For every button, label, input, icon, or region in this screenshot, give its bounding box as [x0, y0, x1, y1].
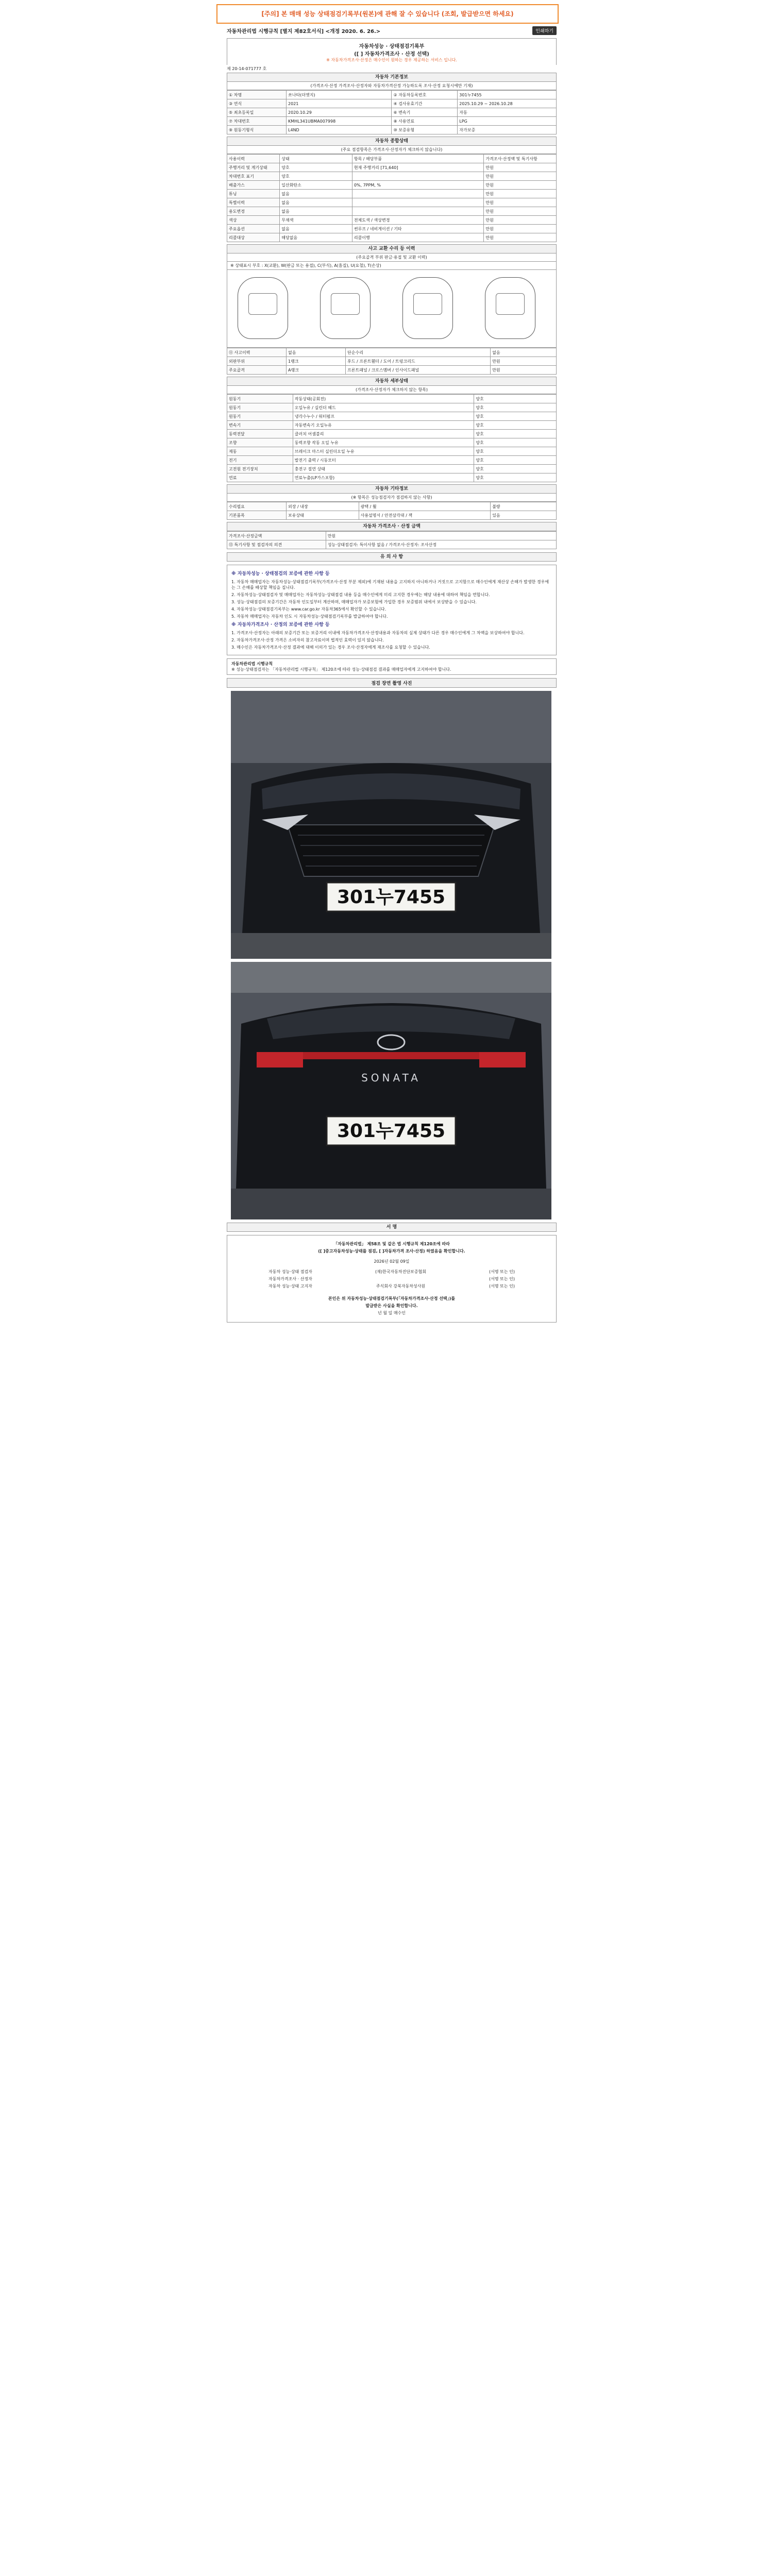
overall-status-row-cell: 없음	[280, 198, 352, 207]
detail-status-row	[227, 421, 557, 430]
overall-status-row-cell: 만원	[484, 207, 557, 216]
detail-status-row-cell: 오일누유 / 실린더 헤드	[293, 403, 474, 412]
detail-status-row-cell: 변속기	[227, 421, 293, 430]
basic-info-row-cell: ④ 검사유효기간	[392, 99, 458, 108]
overall-status-row	[227, 216, 557, 225]
overall-status-row-cell: 가격조사·산정액 및 특기사항	[484, 155, 557, 163]
overall-status-row-cell: 0%, 7PPM, %	[352, 181, 484, 190]
detail-status-row-cell: 조향	[227, 438, 293, 447]
notes-title-2: ※ 자동차가격조사 · 산정의 보증에 관한 사항 등	[231, 622, 330, 628]
detail-status-row	[227, 456, 557, 465]
doc-title-block	[227, 38, 557, 65]
detail-status-row-cell: 제동	[227, 447, 293, 456]
notes-box	[227, 565, 557, 655]
accident-row	[227, 357, 557, 366]
overall-status-row	[227, 198, 557, 207]
section-accident-sub: (주요골격 부위 판금·용접 및 교환 이력)	[227, 253, 557, 262]
overall-status-row-cell: 항목 / 해당부품	[352, 155, 484, 163]
detail-status-row-cell: 양호	[474, 395, 557, 403]
detail-status-row-cell: 양호	[474, 412, 557, 421]
inspector-sign[interactable]: (서명 또는 인)	[489, 1269, 515, 1274]
accident-legend: ※ 상태표시 부호 : X(교환), W(판금 또는 용접), C(부식), A(흠집), U(요철), T(손상)	[227, 262, 557, 270]
notes-band: 유 의 사 항	[227, 552, 557, 562]
note-item: 3. 성능·상태점검의 보증기간은 자동차 인도일부터 계산하며, 매매업자가 보증보험에 가입한 경우 보증범위 내에서 보상받을 수 있습니다.	[231, 600, 477, 604]
detail-status-row	[227, 438, 557, 447]
other-info-row-cell: 있음	[491, 511, 557, 520]
detail-status-row-cell: 충전구 절연 상태	[293, 465, 474, 473]
form-header-title: 자동차관리법 시행규칙 [별지 제82호서식] <개정 2020. 6. 26.>	[227, 28, 381, 35]
overall-status-row-cell: 양호	[280, 163, 352, 172]
front-photo	[231, 691, 551, 959]
dealer-sign[interactable]: (서명 또는 인)	[489, 1284, 515, 1289]
basic-info-row-cell: ① 차명	[227, 91, 287, 99]
accident-row-cell: ⑪ 사고이력	[227, 348, 287, 357]
overall-status-row-cell: 리콜이행	[352, 233, 484, 242]
overall-status-row-cell: 일산화탄소	[280, 181, 352, 190]
sign-declaration-2: ([ ]중고자동차성능·상태를 점검, [ ]자동차가격 조사·산정) 하였음을 확인합니다.	[318, 1249, 465, 1253]
detail-status-row-cell: 원동기	[227, 403, 293, 412]
overall-status-row-cell: 만원	[484, 198, 557, 207]
detail-status-row-cell: 양호	[474, 456, 557, 465]
overall-status-row	[227, 181, 557, 190]
price-table	[227, 531, 557, 549]
final-confirm-2: 발급받은 사실을 확인합니다.	[365, 1303, 418, 1308]
accident-row-cell: 외판부위	[227, 357, 287, 366]
accident-row-cell: 없음	[287, 348, 346, 357]
detail-status-row-cell: 양호	[474, 403, 557, 412]
overall-status-row-cell: 만원	[484, 172, 557, 181]
overall-status-row	[227, 190, 557, 198]
other-info-table	[227, 502, 557, 520]
detail-status-row-cell: 양호	[474, 438, 557, 447]
overall-status-row-cell: 특별이력	[227, 198, 280, 207]
accident-row-cell: 만원	[491, 357, 557, 366]
detail-status-row-cell: 양호	[474, 447, 557, 456]
final-confirm-1: 본인은 위 자동차성능·상태점검기록부(「자동차가격조사·산정 선택」)를	[328, 1296, 456, 1301]
top-notice: [주의] 본 매매 성능 상태점검기록부(원본)에 관해 잘 수 있습니다 (조회, 발급받으면 하세요)	[216, 4, 559, 24]
detail-status-row-cell: 전기	[227, 456, 293, 465]
overall-status-row-cell: 만원	[484, 233, 557, 242]
overall-status-row-cell	[352, 172, 484, 181]
section-detail-head: 자동차 세부상태	[227, 377, 557, 386]
basic-info-row	[227, 91, 557, 99]
note-item: 1. 자동차 매매업자는 자동차성능·상태점검기록부(가격조사·산정 부분 제외)에 기재된 내용을 고지하지 아니하거나 거짓으로 고지함으로 매수인에게 재산상 손해가 발생한 경우에는 그 손해를 배상할 책임을 집니다.	[231, 580, 549, 590]
overall-status-table	[227, 154, 557, 242]
other-info-row	[227, 502, 557, 511]
inspection-document	[227, 26, 557, 2561]
section-other-head: 자동차 기타정보	[227, 484, 557, 494]
overall-status-row	[227, 233, 557, 242]
sign-declaration-1: 「자동차관리법」 제58조 및 같은 법 시행규칙 제120조에 따라	[333, 1242, 450, 1246]
detail-status-row	[227, 395, 557, 403]
detail-status-row	[227, 403, 557, 412]
sign-row-appraiser	[238, 1276, 546, 1283]
appraiser-label: 자동차가격조사 · 산정자	[268, 1277, 312, 1281]
other-info-row-cell: 외장 / 내장	[287, 502, 359, 511]
overall-status-row-cell: 만원	[484, 163, 557, 172]
detail-status-row-cell: 연료누출(LP가스포함)	[293, 473, 474, 482]
basic-info-row-cell: 2025.10.29 ~ 2026.10.28	[458, 99, 557, 108]
overall-status-row-cell: 배출가스	[227, 181, 280, 190]
overall-status-row-cell: 만원	[484, 190, 557, 198]
basic-info-row-cell: 쏘나타(더엣지)	[287, 91, 392, 99]
section-overall-head: 자동차 종합상태	[227, 137, 557, 146]
note-item: 5. 자동차 매매업자는 자동차 인도 시 자동차성능·상태점검기록부를 발급하여야 합니다.	[231, 614, 388, 619]
photos-title: 점검 장면 촬영 사진	[227, 678, 557, 688]
sign-row-inspector	[238, 1268, 546, 1276]
detail-status-row	[227, 447, 557, 456]
basic-info-row-cell: 301누7455	[458, 91, 557, 99]
section-basic-info-sub: (가격조사·산정 가격조사·산정자와 자동차가격산정 가능하도록 조사·산정 요청시에만 기재)	[227, 82, 557, 90]
section-price-head: 자동차 가격조사 · 산정 금액	[227, 522, 557, 531]
basic-info-row	[227, 99, 557, 108]
basic-info-row-cell: ⑤ 최초등록일	[227, 108, 287, 117]
doc-title: 자동차성능 · 상태점검기록부	[359, 44, 425, 49]
note-item: 3. 매수인은 자동차가격조사·산정 결과에 대해 이의가 있는 경우 조사·산정자에게 재조사를 요청할 수 있습니다.	[231, 645, 430, 650]
basic-info-row-cell: L4ND	[287, 126, 392, 134]
accident-row-cell: 단순수리	[346, 348, 491, 357]
basic-info-row-cell: ③ 연식	[227, 99, 287, 108]
accident-row	[227, 366, 557, 375]
legal-box	[227, 658, 557, 675]
overall-status-row-cell: 썬루프 / 네비게이션 / 기타	[352, 225, 484, 233]
car-outline-rear	[402, 277, 453, 339]
detail-status-row	[227, 430, 557, 438]
overall-status-row-cell: 사용이력	[227, 155, 280, 163]
price-row	[227, 532, 557, 540]
detail-status-row-cell: 고전원 전기장치	[227, 465, 293, 473]
overall-status-row-cell: 주행거리 및 계기상태	[227, 163, 280, 172]
detail-status-row-cell: 작동상태(공회전)	[293, 395, 474, 403]
overall-status-row-cell: 만원	[484, 225, 557, 233]
basic-info-row-cell: ⑧ 사용연료	[392, 117, 458, 126]
detail-status-row-cell: 자동변속기 오일누유	[293, 421, 474, 430]
basic-info-row	[227, 108, 557, 117]
overall-status-row-cell: 만원	[484, 181, 557, 190]
basic-info-row-cell: KMHL341UBMA007998	[287, 117, 392, 126]
detail-status-row-cell: 냉각수누수 / 워터펌프	[293, 412, 474, 421]
detail-status-row-cell: 브레이크 마스터 실린더오일 누유	[293, 447, 474, 456]
sign-row-dealer	[238, 1283, 546, 1290]
rear-plate-text: 301누7455	[337, 1121, 446, 1142]
detail-status-row	[227, 473, 557, 482]
basic-info-row-cell: 자동	[458, 108, 557, 117]
detail-status-row-cell: 동력조향 작동 오일 누유	[293, 438, 474, 447]
inspector-value: (재)한국자동차진단보증협회	[375, 1269, 426, 1274]
overall-status-row-cell: 해당없음	[280, 233, 352, 242]
accident-row-cell: 1랭크	[287, 357, 346, 366]
accident-row-cell: 만원	[491, 366, 557, 375]
section-detail-sub: (가격조사·산정자가 체크하지 않는 항목)	[227, 386, 557, 394]
basic-info-row-cell: ⑨ 원동기형식	[227, 126, 287, 134]
other-info-row-cell: 광택 / 휠	[359, 502, 491, 511]
detail-status-row-cell: 양호	[474, 421, 557, 430]
detail-status-row-cell: 양호	[474, 430, 557, 438]
car-diagram	[227, 270, 557, 348]
section-other-sub: (※ 항목은 성능점검자가 점검하지 않는 사항)	[227, 494, 557, 502]
detail-status-row	[227, 465, 557, 473]
note-item: 2. 자동차가격조사·산정 가격은 소비자의 참고자료이며 법적인 효력이 있지 않습니다.	[231, 638, 384, 642]
other-info-row-cell: 기본품목	[227, 511, 287, 520]
note-item: 2. 자동차성능·상태점검자 및 매매업자는 자동차성능·상태점검 내용 등을 매수인에게 미리 고지한 경우에는 해당 내용에 대하여 책임을 면합니다.	[231, 592, 490, 597]
note-item: 4. 자동차성능·상태점검기록부는 www.car.go.kr 자동차365에서 확인할 수 있습니다.	[231, 607, 386, 612]
overall-status-row	[227, 163, 557, 172]
registration-number: 제 20-14-071777 호	[227, 66, 267, 71]
basic-info-table	[227, 90, 557, 134]
overall-status-row-cell	[352, 207, 484, 216]
print-button[interactable]: 인쇄하기	[532, 26, 557, 35]
other-info-row	[227, 511, 557, 520]
legal-title: 자동차관리법 시행규칙	[231, 662, 273, 666]
inspector-label: 자동차 성능·상태 점검자	[268, 1269, 312, 1274]
notes-list-1	[231, 579, 552, 619]
other-info-row-cell: 수리필요	[227, 502, 287, 511]
overall-status-row-cell: 색상	[227, 216, 280, 225]
detail-status-table	[227, 394, 557, 482]
basic-info-row-cell: 자가보증	[458, 126, 557, 134]
section-accident-head: 사고 교환 수리 등 이력	[227, 244, 557, 253]
accident-row	[227, 348, 557, 357]
rear-car-image	[231, 962, 551, 1219]
overall-status-row-cell: 현재 주행거리 [71,640]	[352, 163, 484, 172]
basic-info-row-cell: ② 자동차등록번호	[392, 91, 458, 99]
basic-info-row-cell: ⑥ 변속기	[392, 108, 458, 117]
overall-status-row-cell: 상태	[280, 155, 352, 163]
final-confirm-3: 년 월 일 매수인	[378, 1311, 406, 1315]
car-outline-left	[238, 277, 288, 339]
detail-status-row	[227, 412, 557, 421]
accident-row-cell: 후드 / 프론트휀더 / 도어 / 트렁크리드	[346, 357, 491, 366]
doc-subtitle: ([ ] 자동차가격조사 · 산정 선택)	[354, 52, 429, 57]
overall-status-row-cell: 용도변경	[227, 207, 280, 216]
detail-status-row-cell: 원동기	[227, 395, 293, 403]
detail-status-row-cell: 연료	[227, 473, 293, 482]
overall-status-row-cell: 리콜대상	[227, 233, 280, 242]
detail-status-row-cell: 클러치 어셈블리	[293, 430, 474, 438]
other-info-row-cell: 보유상태	[287, 511, 359, 520]
basic-info-row-cell: 2021	[287, 99, 392, 108]
price-row-cell: 가격조사·산정금액	[227, 532, 326, 540]
legal-text: ※ 성능·상태점검자는 「자동차관리법 시행규칙」 제120조에 따라 성능·상태점검 결과를 매매업자에게 고지하여야 합니다.	[231, 667, 451, 672]
detail-status-row-cell: 동력전달	[227, 430, 293, 438]
overall-status-row-cell: 만원	[484, 216, 557, 225]
overall-status-row	[227, 172, 557, 181]
overall-status-row-cell: 없음	[280, 190, 352, 198]
accident-row-cell: A랭크	[287, 366, 346, 375]
accident-row-cell: 주요골격	[227, 366, 287, 375]
overall-status-row-cell: 튜닝	[227, 190, 280, 198]
front-plate-text: 301누7455	[337, 887, 446, 908]
accident-row-cell: 없음	[491, 348, 557, 357]
price-row-cell: ⑬ 특기사항 및 점검자의 의견	[227, 540, 326, 549]
other-info-row-cell: 사용설명서 / 안전삼각대 / 잭	[359, 511, 491, 520]
overall-status-row-cell: 전체도색 / 색상변경	[352, 216, 484, 225]
overall-status-row-cell: 없음	[280, 225, 352, 233]
doc-warning: ※ 자동차가격조사·산정은 매수인이 원하는 경우 제공하는 서비스 입니다.	[326, 58, 457, 62]
section-basic-info-head: 자동차 기본정보	[227, 73, 557, 82]
notes-list-2	[231, 630, 552, 650]
sign-block	[227, 1235, 557, 1323]
note-item: 1. 가격조사·산정자는 아래의 보증기간 또는 보증거리 이내에 자동차가격조사·산정내용과 자동차의 실제 상태가 다른 경우 매수인에게 그 차액을 보상하여야 합니다.	[231, 631, 525, 635]
basic-info-row-cell: 2020.10.29	[287, 108, 392, 117]
overall-status-row-cell	[352, 198, 484, 207]
dealer-value: 주식회사 강북자동차성사원	[376, 1284, 426, 1289]
overall-status-row-cell: 없음	[280, 207, 352, 216]
car-outline-front	[320, 277, 371, 339]
rear-brand-text: SONATA	[361, 1072, 421, 1084]
basic-info-row-cell: ⑩ 보증유형	[392, 126, 458, 134]
accident-row-cell: 프론트패널 / 크로스멤버 / 인사이드패널	[346, 366, 491, 375]
front-car-image	[231, 691, 551, 959]
dealer-label: 자동차 성능·상태 고지자	[268, 1284, 312, 1289]
overall-status-row	[227, 207, 557, 216]
car-outline-right	[485, 277, 535, 339]
basic-info-row	[227, 126, 557, 134]
other-info-row-cell: 불량	[491, 502, 557, 511]
detail-status-row-cell: 양호	[474, 473, 557, 482]
overall-status-row-cell	[352, 190, 484, 198]
sign-date: 2026년 02월 09일	[374, 1259, 410, 1264]
basic-info-row-cell: ⑦ 차대번호	[227, 117, 287, 126]
price-row	[227, 540, 557, 549]
overall-status-row	[227, 225, 557, 233]
accident-table	[227, 348, 557, 375]
overall-status-row	[227, 155, 557, 163]
notes-title-1: ※ 자동차성능 · 상태점검의 보증에 관한 사항 등	[231, 571, 330, 577]
section-overall-sub: (주요 점검항목은 가격조사·산정자가 체크하지 않습니다)	[227, 146, 557, 154]
price-row-cell: 만원	[326, 532, 556, 540]
appraiser-sign[interactable]: (서명 또는 인)	[489, 1277, 515, 1281]
price-row-cell: 성능·상태점검자: 특이사항 없음 / 가격조사·산정자: 조사산정	[326, 540, 556, 549]
basic-info-row-cell: LPG	[458, 117, 557, 126]
overall-status-row-cell: 무채색	[280, 216, 352, 225]
detail-status-row-cell: 양호	[474, 465, 557, 473]
detail-status-row-cell: 발전기 출력 / 시동모터	[293, 456, 474, 465]
rear-photo	[231, 962, 551, 1219]
overall-status-row-cell: 차대번호 표기	[227, 172, 280, 181]
detail-status-row-cell: 원동기	[227, 412, 293, 421]
basic-info-row	[227, 117, 557, 126]
sign-head: 서 명	[227, 1223, 557, 1232]
overall-status-row-cell: 양호	[280, 172, 352, 181]
overall-status-row-cell: 주요옵션	[227, 225, 280, 233]
